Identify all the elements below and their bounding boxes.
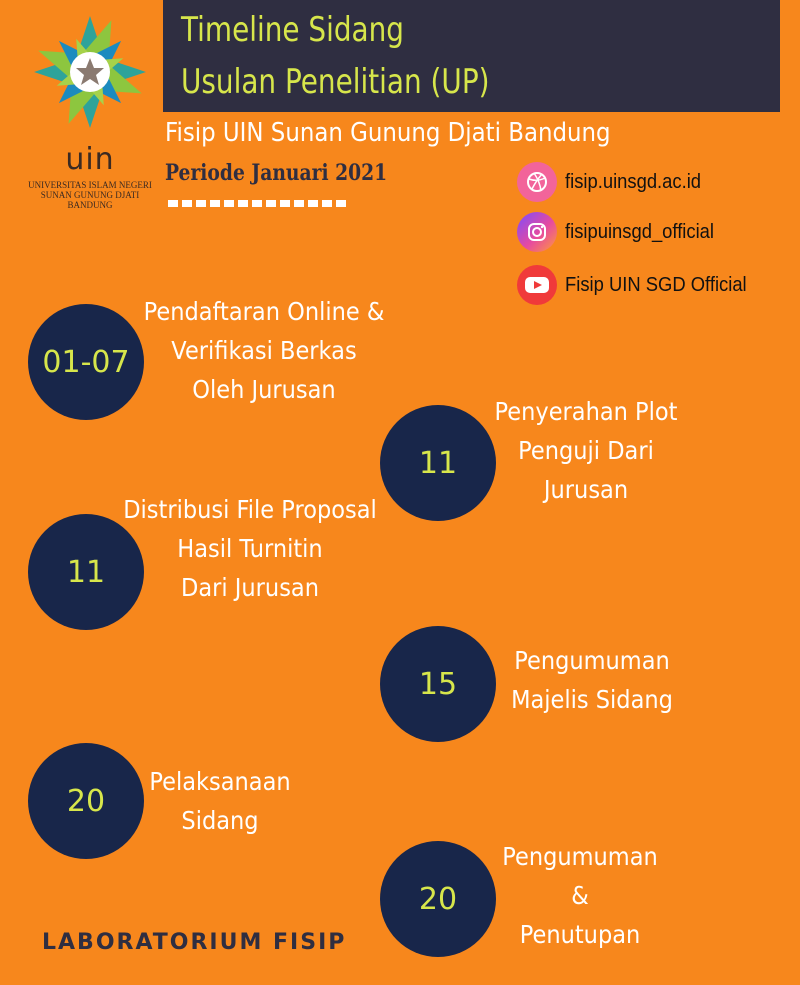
star-emblem-icon	[30, 12, 150, 132]
event-line: Majelis Sidang	[511, 685, 673, 714]
date-circle-session: 20	[28, 743, 144, 859]
date-circle-closing: 20	[380, 841, 496, 957]
page-title-line1: Timeline Sidang	[181, 10, 405, 50]
dashed-divider	[168, 200, 348, 207]
event-line: Pengumuman	[514, 646, 670, 675]
event-line: Dari Jurusan	[181, 573, 319, 602]
event-distribution	[115, 490, 385, 607]
event-announcement	[493, 641, 691, 719]
social-youtube-label[interactable]: Fisip UIN SGD Official	[565, 273, 747, 296]
page-title-line2: Usulan Penelitian (UP)	[181, 62, 490, 102]
social-website[interactable]	[517, 162, 713, 202]
logo-uin-text: uin	[65, 142, 115, 177]
event-line: Penyerahan Plot	[494, 397, 678, 426]
instagram-icon	[517, 212, 557, 252]
event-line: Distribusi File Proposal	[123, 495, 377, 524]
dribbble-icon	[517, 162, 557, 202]
event-session	[148, 762, 292, 840]
event-line: Oleh Jurusan	[192, 375, 336, 404]
event-closing	[490, 837, 670, 954]
title-banner	[163, 0, 780, 112]
social-website-label[interactable]: fisip.uinsgd.ac.id	[565, 170, 702, 193]
footer-label: LABORATORIUM FISIP	[42, 930, 347, 955]
social-instagram[interactable]	[517, 212, 727, 252]
date-circle-distribution: 11	[28, 514, 144, 630]
date-circle-plot: 11	[380, 405, 496, 521]
event-line: Pendaftaran Online &	[143, 297, 385, 326]
uin-logo	[20, 12, 160, 210]
event-line: Penutupan	[519, 920, 641, 949]
youtube-icon	[517, 265, 557, 305]
event-line: Penguji Dari	[518, 436, 654, 465]
event-line: Pengumuman	[502, 842, 658, 871]
date-circle-registration: 01-07	[28, 304, 144, 420]
event-line: Hasil Turnitin	[177, 534, 323, 563]
event-plot	[478, 392, 694, 509]
social-instagram-label[interactable]: fisipuinsgd_official	[565, 220, 714, 243]
logo-caption: UNIVERSITAS ISLAM NEGERI SUNAN GUNUNG DJATI BANDUNG	[28, 180, 152, 210]
subtitle: Fisip UIN Sunan Gunung Djati Bandung	[165, 118, 611, 148]
period-label: Periode Januari 2021	[165, 160, 388, 186]
social-youtube[interactable]	[517, 265, 762, 305]
event-line: Verifikasi Berkas	[171, 336, 357, 365]
event-line: Sidang	[181, 806, 259, 835]
event-line: Jurusan	[543, 475, 629, 504]
event-registration	[138, 292, 390, 409]
date-circle-announcement: 15	[380, 626, 496, 742]
event-line: Pelaksanaan	[149, 767, 291, 796]
event-line: &	[571, 881, 589, 910]
